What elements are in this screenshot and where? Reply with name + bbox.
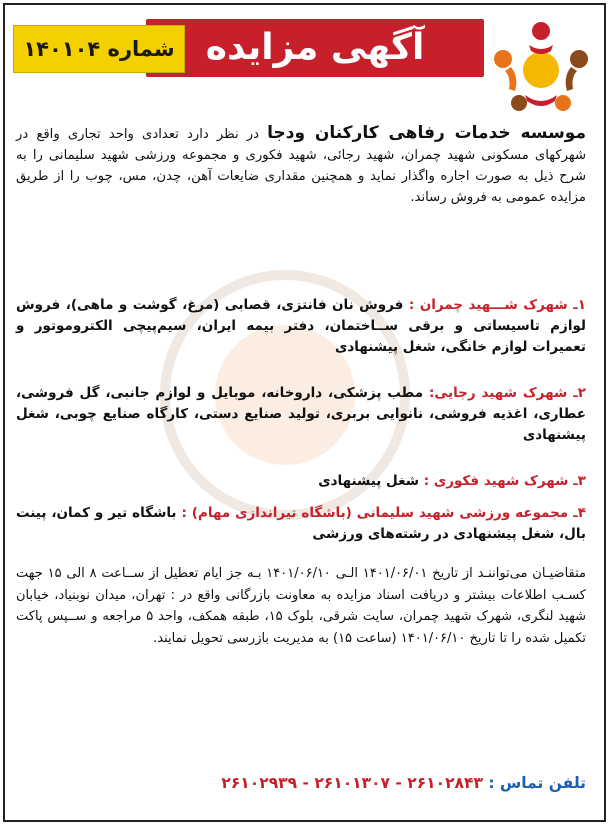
org-name: موسسه خدمات رفاهی کارکنان ودجا — [267, 123, 586, 143]
item-heading: ۱ـ شهرک شـــهید چمران : — [408, 297, 586, 313]
phone-label: تلفن تماس : — [488, 774, 586, 792]
intro-paragraph — [16, 123, 586, 208]
item-heading: ۳ـ شهرک شهید فکوری : — [423, 473, 586, 489]
item-heading: ۲ـ شهرک شهید رجایی: — [428, 385, 586, 401]
footer-paragraph: متقاضیـان می‌تواننـد از تاریخ ۱۴۰۱/۰۶/۰۱ الـی ۱۴۰۱/۰۶/۱۰ بـه جز ایام تعطیل از ســاعت ۸ الی ۱۵ جهت کسـب اطلاعات بیشتر و دریافت اسناد مزایده به معاونت بازرگانی واقع در : تهران، میدان نوبنیاد، خیابان شهید لنگری، شهرک شهید چمران، سایت شرقی، بلوک ۱۵، طبقه همکف، واحد ۵ مراجعه و ســپس پاکت تکمیل شده را تا تاریخ ۱۴۰۱/۰۶/۱۰ (ساعت ۱۵) به مدیریت بازرسی تحویل نمایند. — [16, 566, 586, 646]
item-body: شغل پیشنهادی — [318, 473, 424, 489]
ad-number-badge: شماره ۱۴۰۱۰۴ — [13, 25, 185, 73]
list-item — [16, 503, 586, 545]
intro-text: در نظر دارد تعدادی واحد تجاری واقع در شهرکهای مسکونی شهید چمران، شهید رجائی، شهید فکوری و مجموعه ورزشی شهید سلیمانی را به شرح ذیل به صورت اجاره واگذار نماید و همچنین مقداری ضایعات آهن، چدن، مس، چوب را از طریق مزایده عمومی به فروش رساند. — [16, 127, 586, 205]
item-body: فروش نان فانتزی، قصابی (مرغ، گوشت و ماهی)، فروش لوازم تاسیساتی و برقی ســاختمان، دفتر بیمه ایران، سیم‌پیچی الکتروموتور و تعمیرات لوازم خانگی، شغل پیشنهادی — [16, 297, 586, 355]
list-item — [16, 383, 586, 446]
item-heading: ۴ـ مجموعه ورزشی شهید سلیمانی (باشگاه تیراندازی مهام) : — [181, 505, 586, 521]
contact-phones — [16, 774, 586, 792]
phone-numbers: ۲۶۱۰۲۸۴۳ - ۲۶۱۰۱۳۰۷ - ۲۶۱۰۲۹۳۹ — [221, 774, 483, 792]
item-body: مطب پزشکی، داروخانه، موبایل و لوازم جانبی، گل فروشی، عطاری، اغذیه فروشی، نانوایی بربری، تولید صنایع دستی، کارگاه صنایع چوبی، شغل پیشنهادی — [16, 385, 586, 443]
list-item — [16, 471, 586, 492]
advertisement — [3, 3, 606, 822]
logo-icon — [489, 15, 594, 115]
page-title: آگهی مزایده — [146, 19, 484, 77]
list-item — [16, 295, 586, 358]
item-body: باشگاه تیر و کمان، پینت بال، شغل پیشنهادی در رشته‌های ورزشی — [16, 505, 586, 542]
